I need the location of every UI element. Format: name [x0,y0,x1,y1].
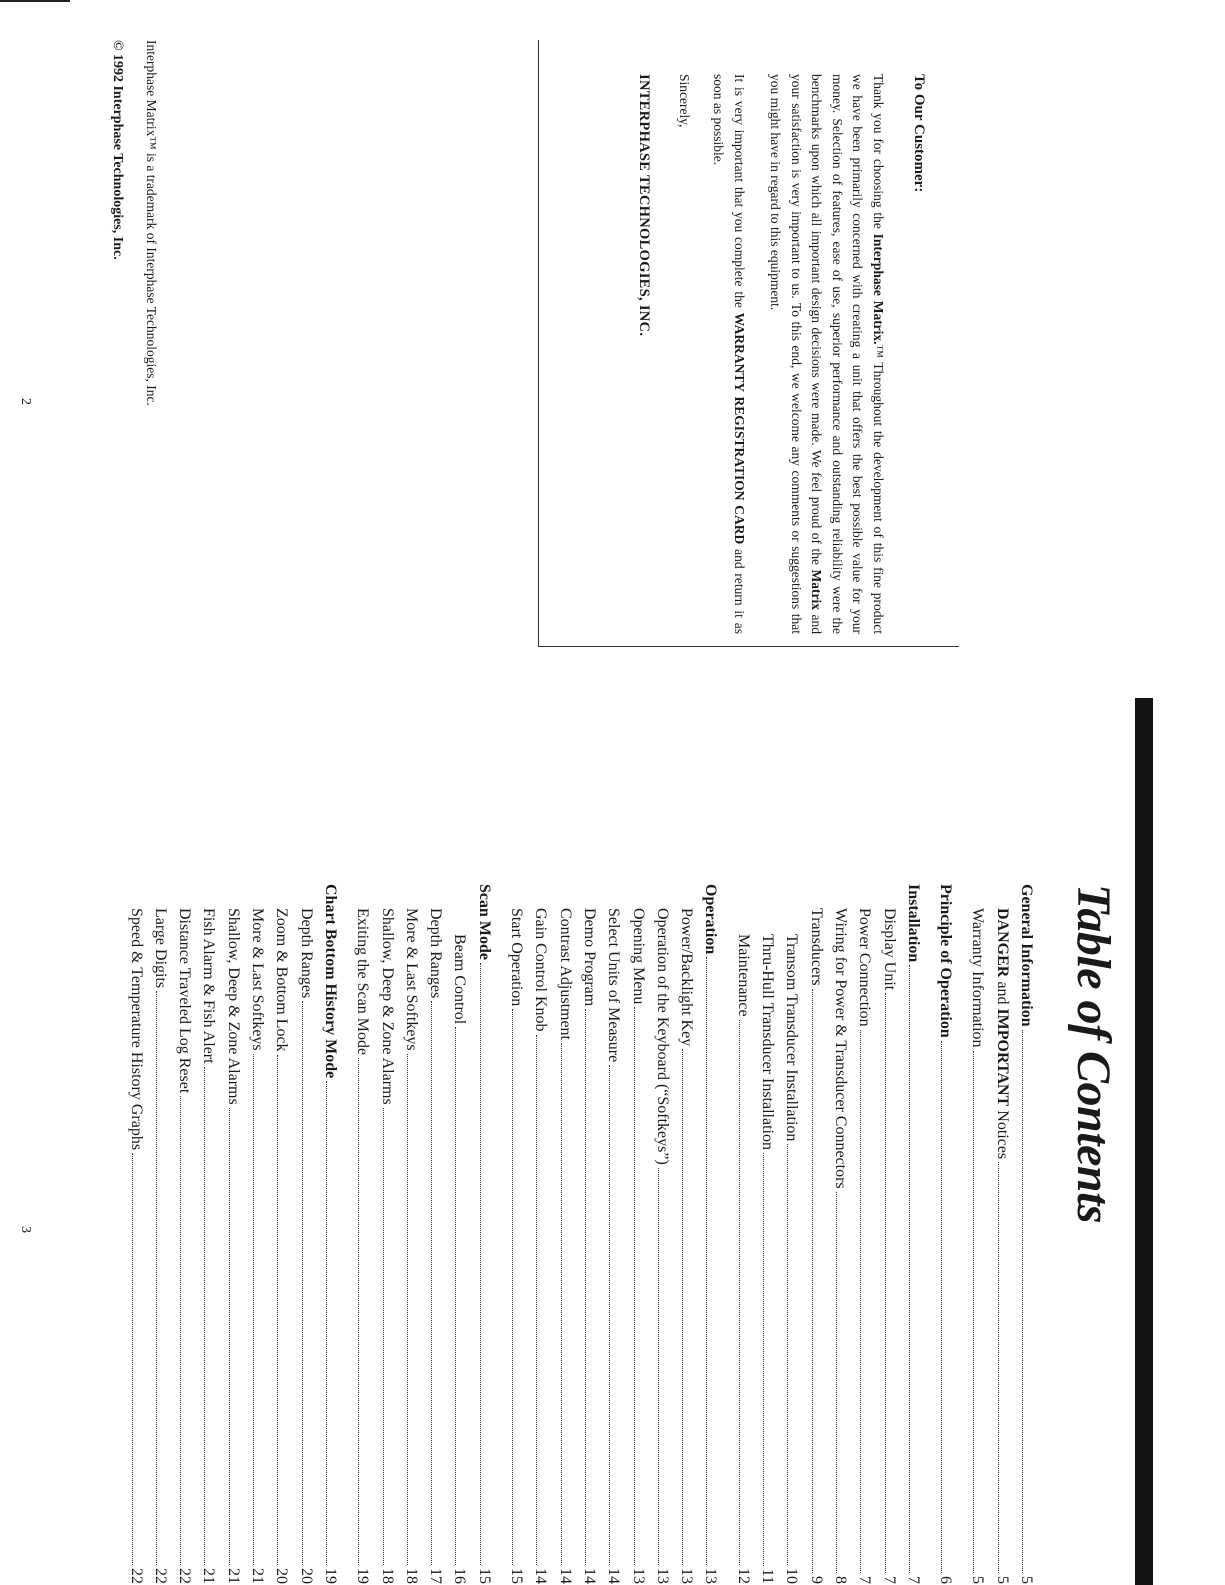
toc-dot-leader [431,1001,432,1565]
toc-entry-page: 16 [451,1568,469,1584]
toc-dot-leader [973,1051,974,1573]
toc-dot-leader [836,1192,837,1573]
toc-entry [577,884,601,1584]
toc-entry [350,884,374,1584]
toc-dot-leader [763,1153,764,1566]
toc-entry [755,884,779,1584]
toc-dot-leader [480,963,481,1565]
toc-entry-label: Contrast Adjustment [556,908,574,1040]
toc-entry [245,884,269,1584]
toc-dot-leader [205,1067,206,1565]
toc-entry-page: 5 [993,1576,1011,1584]
toc-entry [318,884,342,1584]
toc-entry-label: Warranty Information [969,908,987,1048]
toc-entry-page: 11 [759,1568,777,1584]
toc-entry-label: Wiring for Power & Transducer Connectors [831,908,849,1189]
toc-entry-page: 22 [151,1568,169,1584]
toc-entry-label: Start Operation [508,908,526,1007]
toc-entry-page: 9 [807,1576,825,1584]
toc-entry-label: Select Units of Measure [605,908,623,1063]
toc-entry-label: More & Last Softkeys [249,908,267,1051]
letter-closing: Sincerely, [677,74,692,128]
toc-entry-label: Power/Backlight Key [678,908,696,1047]
copyright-notice: © 1992 Interphase Technologies, Inc. [110,40,125,260]
toc-dot-leader [326,1081,327,1565]
toc-entry-label: Chart Bottom History Mode [321,884,339,1079]
toc-entry-label: Speed & Temperature History Graphs [127,908,145,1151]
toc-entry-page: 19 [354,1568,372,1584]
toc-entry [698,884,722,1584]
toc-dot-leader [941,1041,942,1573]
toc-entry-page: 8 [831,1576,849,1584]
customer-letter-box [538,40,959,647]
toc-entry [504,884,528,1584]
toc-entry-label: Installation [904,884,922,963]
toc-entry [552,884,576,1584]
toc-entry [269,884,293,1584]
toc-entry [374,884,398,1584]
toc-entry-label: Depth Ranges [427,908,445,999]
toc-dot-leader [512,1009,513,1565]
toc-entry-label: Gain Control Knob [532,908,550,1032]
toc-dot-leader [658,1168,659,1565]
toc-dot-leader [132,1153,133,1565]
toc-entry [399,884,423,1584]
toc-entry-page: 7 [856,1576,874,1584]
toc-entry-page: 14 [556,1568,574,1584]
toc-entry-label: Opening Menu [629,908,647,1005]
toc-dot-leader [358,1058,359,1565]
toc-entry-label: Principle of Operation [937,884,955,1038]
toc-entry-label: Demo Program [580,908,598,1007]
toc-entry [674,884,698,1584]
toc-dot-leader [383,1108,384,1565]
toc-entry [528,884,552,1584]
toc-entry [423,884,447,1584]
toc-title: Table of Contents [1067,884,1120,1224]
toc-entry-label: More & Last Softkeys [402,908,420,1051]
toc-entry-page: 20 [297,1568,315,1584]
toc-entry-page: 10 [783,1568,801,1584]
toc-entry-page: 14 [532,1568,550,1584]
toc-dot-leader [455,1027,456,1565]
toc-entry-label: DANGER and IMPORTANT Notices [993,908,1011,1160]
letter-signature-company: INTERPHASE TECHNOLOGIES, INC. [636,74,652,337]
toc-dot-leader [407,1054,408,1565]
toc-dot-leader [998,1162,999,1573]
toc-dot-leader [885,993,886,1573]
toc-dot-leader [536,1035,537,1565]
toc-entry [172,884,196,1584]
toc-entry-label: Zoom & Bottom Lock [273,908,291,1052]
toc-entry-label: Transducers [807,908,825,986]
toc-dot-leader [682,1049,683,1565]
toc-dot-leader [277,1055,278,1565]
toc-entry-label: Exiting the Scan Mode [354,908,372,1056]
toc-entry-page: 7 [880,1576,898,1584]
toc-entry-page: 21 [224,1568,242,1584]
letter-paragraph-2: It is very important that you complete the WARRANTY REGISTRATION CARD and return it as soon as possible. [711,74,747,634]
letter-paragraph-1: Thank you for choosing the Interphase Matrix.™ Throughout the development of this fine product we have been primarily concerned with creating a unit that offers the best possible value for your money. Selection of features, ease of use, superior performance and outstanding reliability were the benchmarks upon which all important design decisions were made. We feel proud of the Matrix and your satisfaction is very important to us. To this end, we welcome any comments or suggestions that you might have in regard to this equipment. [768,74,886,634]
toc-entry-page: 20 [273,1568,291,1584]
toc-entry-label: Fish Alarm & Fish Alert [200,908,218,1064]
trademark-notice: Interphase Matrix™ is a trademark of Interphase Technologies, Inc. [144,40,159,406]
toc-entry-label: Operation [702,884,720,955]
toc-dot-leader [561,1043,562,1565]
toc-entry-label: Shallow, Deep & Zone Alarms [224,908,242,1105]
toc-entry-page: 13 [702,1568,720,1584]
toc-entry [779,884,803,1584]
toc-entry-label: Maintenance [734,934,752,1017]
toc-entry [625,884,649,1584]
toc-entry-page: 13 [653,1568,671,1584]
toc-dot-leader [739,1020,740,1565]
page-number-right: 3 [18,1226,33,1233]
toc-dot-leader [156,991,157,1565]
toc-entry-label: General Information [1018,884,1035,1027]
toc-dot-leader [585,1009,586,1565]
toc-entry [196,884,220,1584]
toc-entry [650,884,674,1584]
toc-entry [1014,884,1038,1584]
toc-entry [601,884,625,1584]
toc-entry-label: Beam Control [451,934,469,1025]
header-bar [1135,698,1153,1585]
toc-entry-label: Power Connection [856,908,874,1027]
toc-dot-leader [909,965,910,1573]
toc-entry [730,884,754,1584]
toc-entry [933,884,957,1584]
toc-entry [803,884,827,1584]
toc-entry-label: Operation of the Keyboard (“Softkeys”) [653,908,671,1165]
toc-entry-label: Depth Ranges [297,908,315,999]
toc-entry-page: 13 [629,1568,647,1584]
toc-dot-leader [706,957,707,1565]
toc-entry [221,884,245,1584]
toc-dot-leader [812,989,813,1573]
toc-dot-leader [787,1144,788,1565]
toc-entry-page: 5 [1018,1576,1035,1584]
toc-entry-label: Large Digits [151,908,169,989]
toc-dot-leader [229,1108,230,1565]
toc-dot-leader [180,1096,181,1565]
toc-entry [471,884,495,1584]
toc-dot-leader [860,1030,861,1573]
letter-title: To Our Customer: [911,74,927,193]
toc-dot-leader [634,1007,635,1565]
toc-entry [293,884,317,1584]
toc-entry [148,884,172,1584]
toc-entry-page: 18 [378,1568,396,1584]
toc-dot-leader [1022,1030,1023,1573]
left-page [0,0,1225,790]
toc-entry-label: Scan Mode [475,884,493,960]
right-page [0,790,1225,1585]
toc-entry [901,884,925,1584]
toc-entry-page: 7 [904,1576,922,1584]
toc-entry-page: 19 [321,1568,339,1584]
toc-entry-label: Shallow, Deep & Zone Alarms [378,908,396,1105]
toc-entry-page: 17 [427,1568,445,1584]
page-number-left: 2 [18,398,33,405]
toc-entry-label: Distance Traveled Log Reset [176,908,194,1094]
toc-entry-page: 14 [580,1568,598,1584]
toc-entry-page: 15 [508,1568,526,1584]
toc-entry-label: Transom Transducer Installation [783,934,801,1142]
toc-entry-page: 15 [475,1568,493,1584]
toc-entry-page: 21 [200,1568,218,1584]
toc-entry [852,884,876,1584]
toc-entry-page: 12 [734,1568,752,1584]
toc-entry-page: 18 [402,1568,420,1584]
toc-dot-leader [609,1065,610,1565]
toc-entry [828,884,852,1584]
toc-entry [123,884,147,1584]
toc-entry-page: 21 [249,1568,267,1584]
toc-entry-page: 13 [678,1568,696,1584]
toc-entry-page: 5 [969,1576,987,1584]
toc-entry [965,884,989,1584]
toc-entry [447,884,471,1584]
toc-entry-page: 22 [127,1568,145,1584]
toc-entry-label: Thru-Hull Transducer Installation [759,934,777,1150]
toc-entry-page: 22 [176,1568,194,1584]
toc-entry [876,884,900,1584]
toc-entry [989,884,1013,1584]
toc-entry-page: 6 [937,1576,955,1584]
toc-entry-page: 14 [605,1568,623,1584]
toc-entry-label: Display Unit [880,908,898,991]
toc-dot-leader [302,1001,303,1565]
toc-dot-leader [253,1054,254,1565]
table-of-contents [123,884,1038,1584]
